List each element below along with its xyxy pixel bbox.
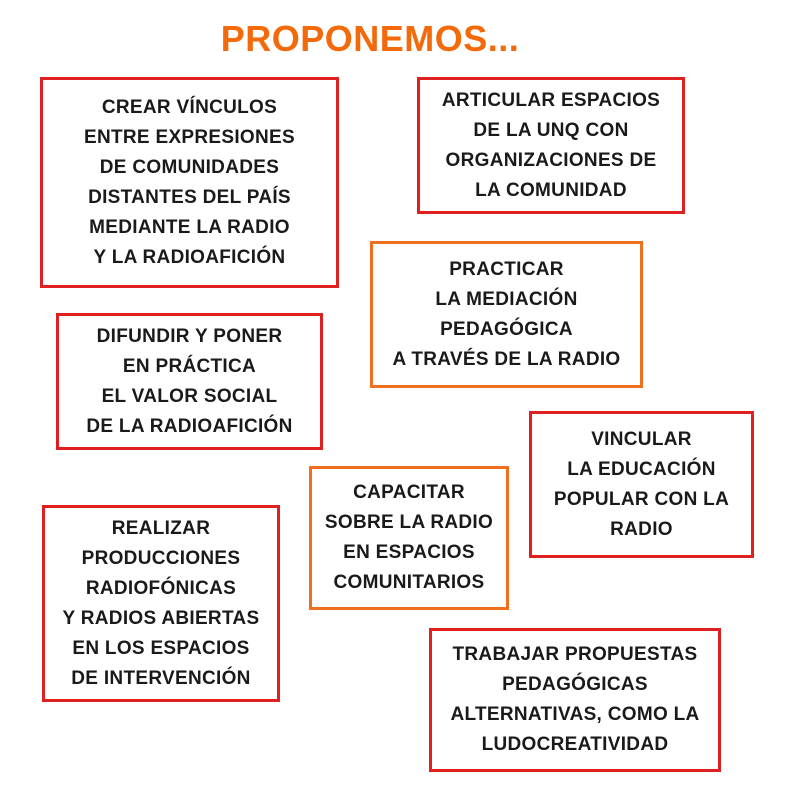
proposal-text [450,640,699,760]
proposal-line: A TRAVÉS DE LA RADIO [392,348,621,370]
proposal-line: MEDIANTE LA RADIO [89,216,290,238]
proposal-line: PEDAGÓGICAS [502,674,648,695]
proposal-line: VINCULAR [591,428,692,450]
proposal-box-vincular-educacion [529,411,754,558]
proposal-line: ORGANIZACIONES DE [445,149,657,171]
proposal-text [86,322,292,442]
proposal-line: REALIZAR [111,517,211,539]
proposal-line: PRODUCCIONES [81,547,241,569]
proposal-box-capacitar-radio [309,466,509,610]
proposal-line: TRABAJAR PROPUESTAS [452,644,698,665]
proposal-text [392,255,620,375]
proposal-line: ENTRE EXPRESIONES [84,126,295,148]
proposal-line: DE LA RADIOAFICIÓN [86,415,293,437]
proposal-line: LUDOCREATIVIDAD [481,734,669,755]
proposal-box-difundir-valor [56,313,323,450]
proposal-text [63,514,260,694]
proposal-line: DE LA UNQ CON [473,119,629,141]
proposal-line: EN LOS ESPACIOS [72,637,250,659]
proposal-line: RADIOFÓNICAS [85,577,237,599]
proposal-line: POPULAR CON LA [553,488,730,510]
proposal-line: LA MEDIACIÓN [435,288,578,310]
proposal-line: EN ESPACIOS [343,542,475,563]
proposal-line: EN PRÁCTICA [122,355,257,377]
proposal-line: DE INTERVENCIÓN [71,667,251,689]
proposal-line: RADIO [610,518,673,540]
proposal-line: Y LA RADIOAFICIÓN [93,246,286,268]
proposal-box-crear-vinculos [40,77,339,288]
proposal-line: Y RADIOS ABIERTAS [62,607,260,629]
proposal-line: DISTANTES DEL PAÍS [88,186,291,208]
proposal-box-practicar-mediacion [370,241,643,388]
proposal-box-articular-espacios [417,77,685,214]
proposal-line: DE COMUNIDADES [99,156,280,178]
page-title: PROPONEMOS... [220,18,520,59]
proposal-line: COMUNITARIOS [333,572,485,593]
proposal-line: LA EDUCACIÓN [567,458,716,480]
proposal-line: DIFUNDIR Y PONER [96,325,283,347]
proposal-line: ARTICULAR ESPACIOS [441,89,661,111]
proposal-line: ALTERNATIVAS, COMO LA [450,704,700,725]
proposal-text [442,86,660,206]
proposal-line: CAPACITAR [353,482,465,503]
proposal-line: CREAR VÍNCULOS [101,96,278,118]
proposal-text [84,93,295,273]
proposal-line: PRACTICAR [449,258,564,280]
proposal-line: LA COMUNIDAD [475,179,627,201]
proposal-line: SOBRE LA RADIO [324,512,494,533]
proposal-line: PEDAGÓGICA [440,318,573,340]
proposal-text [325,478,493,598]
proposal-line: EL VALOR SOCIAL [101,385,278,407]
proposal-box-realizar-producciones [42,505,280,702]
proposal-box-trabajar-propuestas [429,628,721,772]
proposal-text [554,425,729,545]
